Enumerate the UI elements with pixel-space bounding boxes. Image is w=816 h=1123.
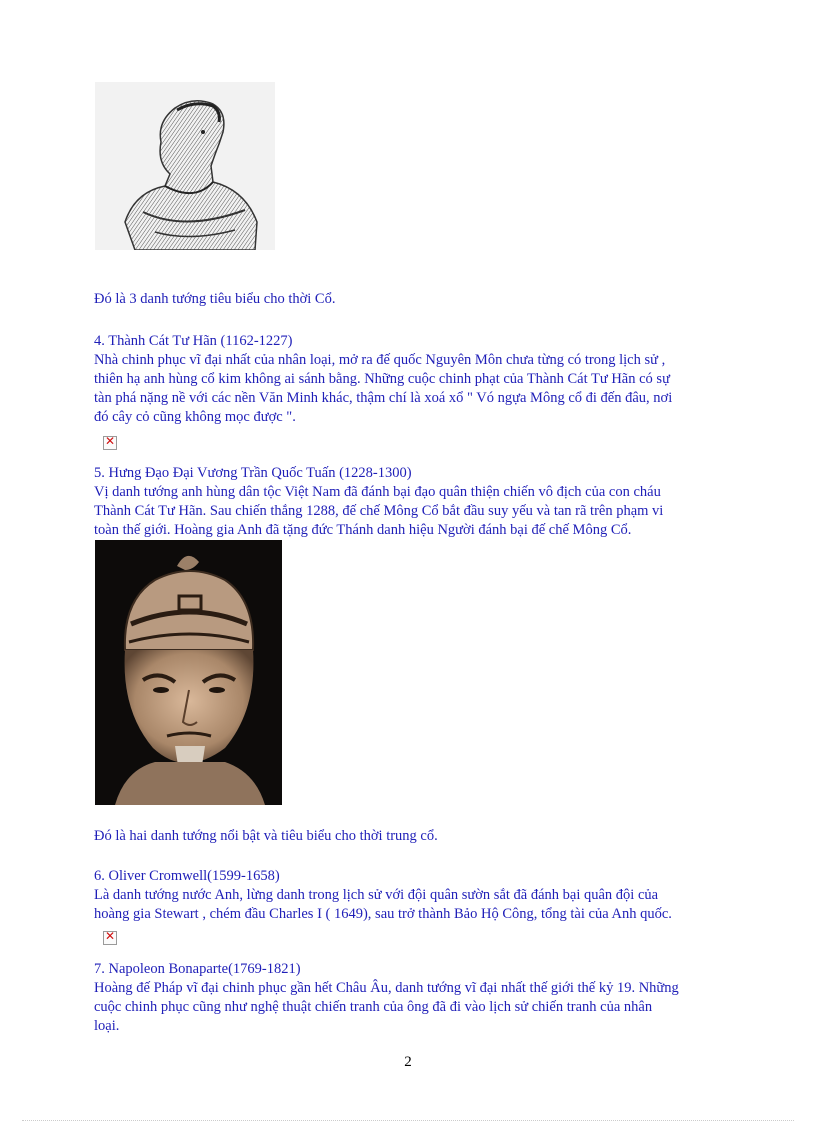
section-6-line-1: Là danh tướng nước Anh, lừng danh trong lịch sử với đội quân sườn sắt đã đánh bại quân đội của: [94, 887, 659, 903]
page-number: 2: [404, 1054, 412, 1070]
bust-engraving-icon: [95, 82, 275, 250]
section-7-title: 7. Napoleon Bonaparte(1769-1821): [94, 961, 301, 977]
section-5-line-3: toàn thế giới. Hoàng gia Anh đã tặng đức Thánh danh hiệu Người đánh bại đế chế Mông Cổ.: [94, 522, 632, 538]
ancient-summary-block: [94, 290, 744, 309]
medieval-summary-text: Đó là hai danh tướng nổi bật và tiêu biểu cho thời trung cổ.: [94, 828, 438, 844]
page-bottom-divider: [22, 1120, 794, 1121]
section-5-block: [94, 464, 744, 540]
section-7-block: [94, 960, 744, 1036]
section-7-line-1: Hoàng đế Pháp vĩ đại chinh phục gần hết Châu Âu, danh tướng vĩ đại nhất thế giới thế kỷ 19. Những: [94, 980, 679, 996]
broken-image-placeholder-2: [103, 931, 117, 945]
section-6-block: [94, 867, 744, 924]
portrait-tran-quoc-tuan-image: [95, 540, 282, 805]
section-4-title: 4. Thành Cát Tư Hãn (1162-1227): [94, 333, 293, 349]
section-5-line-2: Thành Cát Tư Hãn. Sau chiến thắng 1288, đế chế Mông Cổ bắt đầu suy yếu và tan rã trên phạm vi: [94, 503, 664, 519]
section-4-line-1: Nhà chinh phục vĩ đại nhất của nhân loại, mở ra đế quốc Nguyên Môn chưa từng có trong lịch sử ,: [94, 352, 666, 368]
statue-face-icon: [95, 540, 282, 805]
section-4-line-3: tàn phá nặng nề với các nền Văn Minh khác, thậm chí là xoá xổ " Vó ngựa Mông cổ đi đến đâu, nơi: [94, 390, 673, 406]
section-4-line-2: thiên hạ anh hùng cổ kim không ai sánh bằng. Những cuộc chinh phạt của Thành Cát Tư Hãn có sự: [94, 371, 670, 387]
medieval-summary-block: [94, 827, 744, 846]
broken-image-icon: ✕: [104, 929, 116, 943]
section-5-title: 5. Hưng Đạo Đại Vương Trần Quốc Tuấn (1228-1300): [94, 465, 412, 481]
section-7-line-3: loại.: [94, 1018, 120, 1034]
portrait-ancient-general-image: [95, 82, 275, 250]
section-5-line-1: Vị danh tướng anh hùng dân tộc Việt Nam đã đánh bại đạo quân thiện chiến vô địch của con cháu: [94, 484, 661, 500]
section-6-line-2: hoàng gia Stewart , chém đầu Charles I ( 1649), sau trở thành Bảo Hộ Công, tổng tài của Anh quốc.: [94, 906, 672, 922]
ancient-summary-text: Đó là 3 danh tướng tiêu biểu cho thời Cổ.: [94, 291, 336, 307]
section-6-title: 6. Oliver Cromwell(1599-1658): [94, 868, 280, 884]
section-7-line-2: cuộc chinh phục cũng như nghệ thuật chiến tranh của ông đã đi vào lịch sử chiến tranh của nhân: [94, 999, 653, 1015]
broken-image-placeholder-1: [103, 436, 117, 450]
section-4-block: [94, 332, 744, 427]
section-4-line-4: đó cây cỏ cũng không mọc được ".: [94, 409, 296, 425]
broken-image-icon: ✕: [104, 434, 116, 448]
